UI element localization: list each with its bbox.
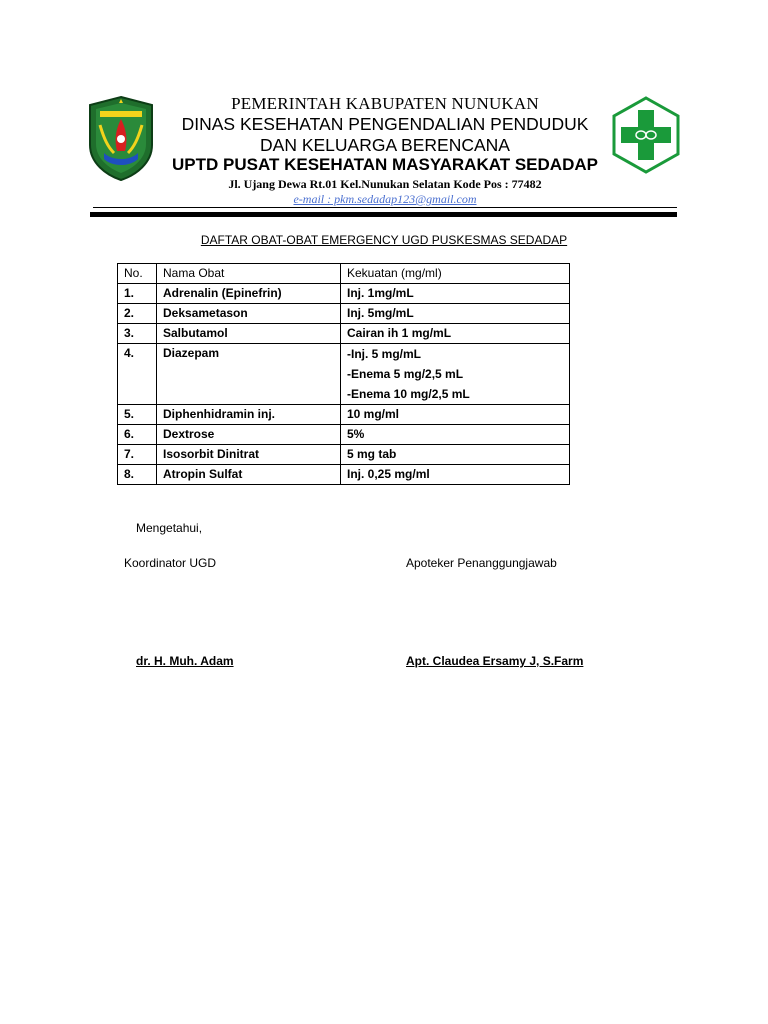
table-row xyxy=(118,445,570,465)
table-row xyxy=(118,465,570,485)
signature-role-left: Koordinator UGD xyxy=(124,556,217,570)
row-kekuatan: Inj. 5mg/mL xyxy=(341,304,570,324)
puskesmas-logo xyxy=(611,96,681,174)
kekuatan-line: -Inj. 5 mg/mL xyxy=(347,347,422,361)
row-kekuatan: 10 mg/ml xyxy=(341,405,570,425)
table-row xyxy=(118,405,570,425)
table-header-row xyxy=(118,264,570,284)
row-no: 7. xyxy=(118,445,157,465)
table-row xyxy=(118,344,570,405)
row-kekuatan: 5 mg tab xyxy=(341,445,570,465)
letterhead-email[interactable]: e-mail : pkm.sedadap123@gmail.com xyxy=(293,192,477,206)
signature-role-right: Apoteker Penanggungjawab xyxy=(406,556,557,570)
row-no: 6. xyxy=(118,425,157,445)
row-kekuatan: Inj. 0,25 mg/ml xyxy=(341,465,570,485)
row-no: 2. xyxy=(118,304,157,324)
row-no: 5. xyxy=(118,405,157,425)
row-nama-obat: Diazepam xyxy=(157,344,341,405)
row-no: 4. xyxy=(118,344,157,405)
letterhead-department: DINAS KESEHATAN PENGENDALIAN PENDUDUK xyxy=(181,114,589,134)
row-no: 3. xyxy=(118,324,157,344)
row-kekuatan: 5% xyxy=(341,425,570,445)
table-row xyxy=(118,304,570,324)
row-kekuatan: Inj. 1mg/mL xyxy=(341,284,570,304)
medicine-table xyxy=(117,263,570,485)
row-nama-obat: Diphenhidramin inj. xyxy=(157,405,341,425)
row-nama-obat: Isosorbit Dinitrat xyxy=(157,445,341,465)
column-header-nama-obat: Nama Obat xyxy=(157,264,341,284)
letterhead-institution: UPTD PUSAT KESEHATAN MASYARAKAT SEDADAP xyxy=(172,155,598,174)
letterhead-government: PEMERINTAH KABUPATEN NUNUKAN xyxy=(231,94,539,113)
row-no: 8. xyxy=(118,465,157,485)
row-nama-obat: Adrenalin (Epinefrin) xyxy=(157,284,341,304)
table-row xyxy=(118,425,570,445)
letterhead-divider-thin xyxy=(93,207,677,208)
row-kekuatan xyxy=(341,344,570,405)
table-row xyxy=(118,324,570,344)
row-nama-obat: Salbutamol xyxy=(157,324,341,344)
row-no: 1. xyxy=(118,284,157,304)
acknowledgement-label: Mengetahui, xyxy=(136,521,203,535)
row-nama-obat: Atropin Sulfat xyxy=(157,465,341,485)
column-header-kekuatan: Kekuatan (mg/ml) xyxy=(341,264,570,284)
document-title: DAFTAR OBAT-OBAT EMERGENCY UGD PUSKESMAS SEDADAP xyxy=(200,233,568,247)
signature-name-right: Apt. Claudea Ersamy J, S.Farm xyxy=(406,654,584,668)
row-kekuatan: Cairan ih 1 mg/mL xyxy=(341,324,570,344)
kekuatan-line: -Enema 10 mg/2,5 mL xyxy=(347,387,470,401)
signature-name-left: dr. H. Muh. Adam xyxy=(136,654,234,668)
letterhead-department-cont: DAN KELUARGA BERENCANA xyxy=(260,135,510,155)
column-header-no: No. xyxy=(118,264,157,284)
row-nama-obat: Dextrose xyxy=(157,425,341,445)
letterhead-address: Jl. Ujang Dewa Rt.01 Kel.Nunukan Selatan Kode Pos : 77482 xyxy=(228,177,542,191)
letterhead-divider-thick xyxy=(90,212,677,217)
regency-coat-of-arms-logo xyxy=(86,95,156,181)
row-nama-obat: Deksametason xyxy=(157,304,341,324)
table-row xyxy=(118,284,570,304)
kekuatan-line: -Enema 5 mg/2,5 mL xyxy=(347,367,464,381)
